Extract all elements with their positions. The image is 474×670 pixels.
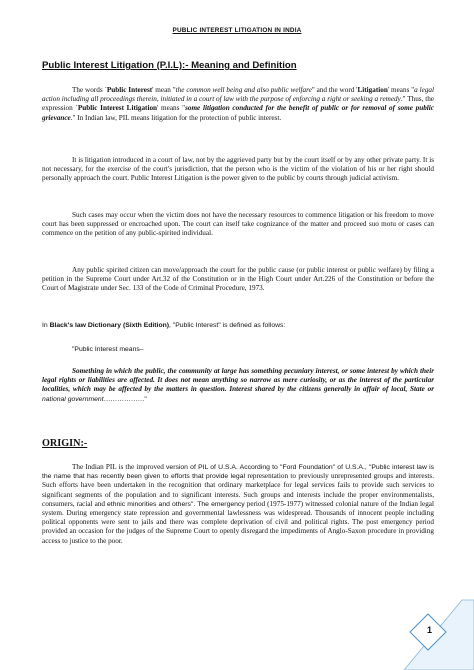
text: " and the word ' <box>311 86 358 94</box>
paragraph-origin <box>42 463 434 546</box>
definition-text: Something in which the public, the community at large has something pecuniary interest, or some interest by which their legal rights or liabilities are affected. It does not mean anything so narrow as mere curiosity, or as the interest of the particular localities, which may be affected by the matters in question. Interest shared by the citizens generally in affair of local, State or <box>42 367 434 394</box>
paragraph-definition-quote <box>42 367 434 404</box>
text: national government <box>42 395 104 403</box>
text: Any public spirited citizen can move/approach the court for the public cause (or public interest or public welfare) by filing a petition in the Supreme Court under Art.32 of the Constitution or in the High Court under Art.226 of the Constitution or before the Court of Magistrate under Sec. 133 of the Code of Criminal Procedure, 1973. <box>42 266 434 293</box>
paragraph-such-cases <box>42 211 434 239</box>
text: ' means " <box>387 86 415 94</box>
text: , "Public Interest" is defined as follows: <box>169 322 286 329</box>
text: ………………" <box>103 395 147 403</box>
text: ethnic minorities and others". The emergency <box>107 500 245 508</box>
term-pil: Public Interest Litigation <box>77 104 158 113</box>
text: The words ` <box>72 86 107 94</box>
text: ' means " <box>157 104 186 113</box>
section-title: Public Interest Litigation (P.I.L):- Meaning and Definition <box>42 60 297 71</box>
dictionary-name: Black's law Dictionary (Sixth Edition) <box>49 322 170 329</box>
text: ." Thus, the expression ` <box>42 95 434 113</box>
definition-public-interest: the common well being and also public welfare <box>175 86 312 94</box>
text: "Public Interest means– <box>72 346 144 353</box>
text: period (1975-1977) witnessed colonial nature of the Indian legal system. During emergency state repression and governmental lawlessness was widespread. Thousands of innocent people including political opponents were sent to jails and there was complete deprivation of civil and political rights. The post emergency period provided an occasion for the judges of the Supreme Court to openly disregard the impediments of Anglo-Saxon procedure in providing access to justice to the poor. <box>42 499 434 545</box>
origin-heading: ORIGIN:- <box>42 438 88 449</box>
text: Such cases may occur when the victim does not have the necessary resources to commence litigation or his freedom to move court has been suppressed or encroached upon. The court can itself take cognizance of the matter and proceed suo motu or cases can commence on the petition of any public-spirited individual. <box>42 211 434 238</box>
text: The Indian PIL is the improved <box>72 463 167 471</box>
term-litigation: Litigation <box>357 86 388 94</box>
paragraph-litigation-introduced <box>42 156 434 184</box>
paragraph-public-spirited <box>42 266 434 294</box>
paragraph-quote-intro <box>42 345 434 354</box>
text: In <box>42 322 50 329</box>
text: version of PIL of U.S.A. According to "Ford Foundation" of U.S.A., "Public interest law is the name that has recently been given to efforts that provide legal <box>42 464 435 481</box>
term-public-interest: Public Interest <box>106 86 153 94</box>
running-header: PUBLIC INTEREST LITIGATION IN INDIA <box>172 27 302 34</box>
paragraph-meaning <box>42 86 434 123</box>
page-number: 1 <box>427 625 433 635</box>
definition-pil: some litigation conducted for the benefit of public or for removal of some public grievance <box>42 104 434 122</box>
text: ." In Indian law, PIL means litigation for the protection of public interest. <box>70 113 282 122</box>
definition-litigation: a legal action including all proceedings therein, initiated in a court of law with the purpose of enforcing a right or seeking a remedy <box>42 86 435 104</box>
text: It is litigation introduced in a court of law, not by the aggrieved party but by the court itself or by any other private party. It is not necessary, for the exercise of the court's jurisdiction, that the person who is the victim of the violation of his or her right should personally approach the court. Public Interest Litigation is the power given to the public by courts through judicial activism. <box>42 156 434 183</box>
text: ' mean " <box>152 86 176 94</box>
text: representation to previously unrepresented groups and interests. Such efforts have been undertaken in the recognition that ordinary marketplace for legal services fails to provide such services to significant segments of the population and to significant interests. Such groups and interests include the proper environmentalists, consumers, racial and <box>42 472 434 508</box>
paragraph-blacks-law <box>42 321 434 330</box>
